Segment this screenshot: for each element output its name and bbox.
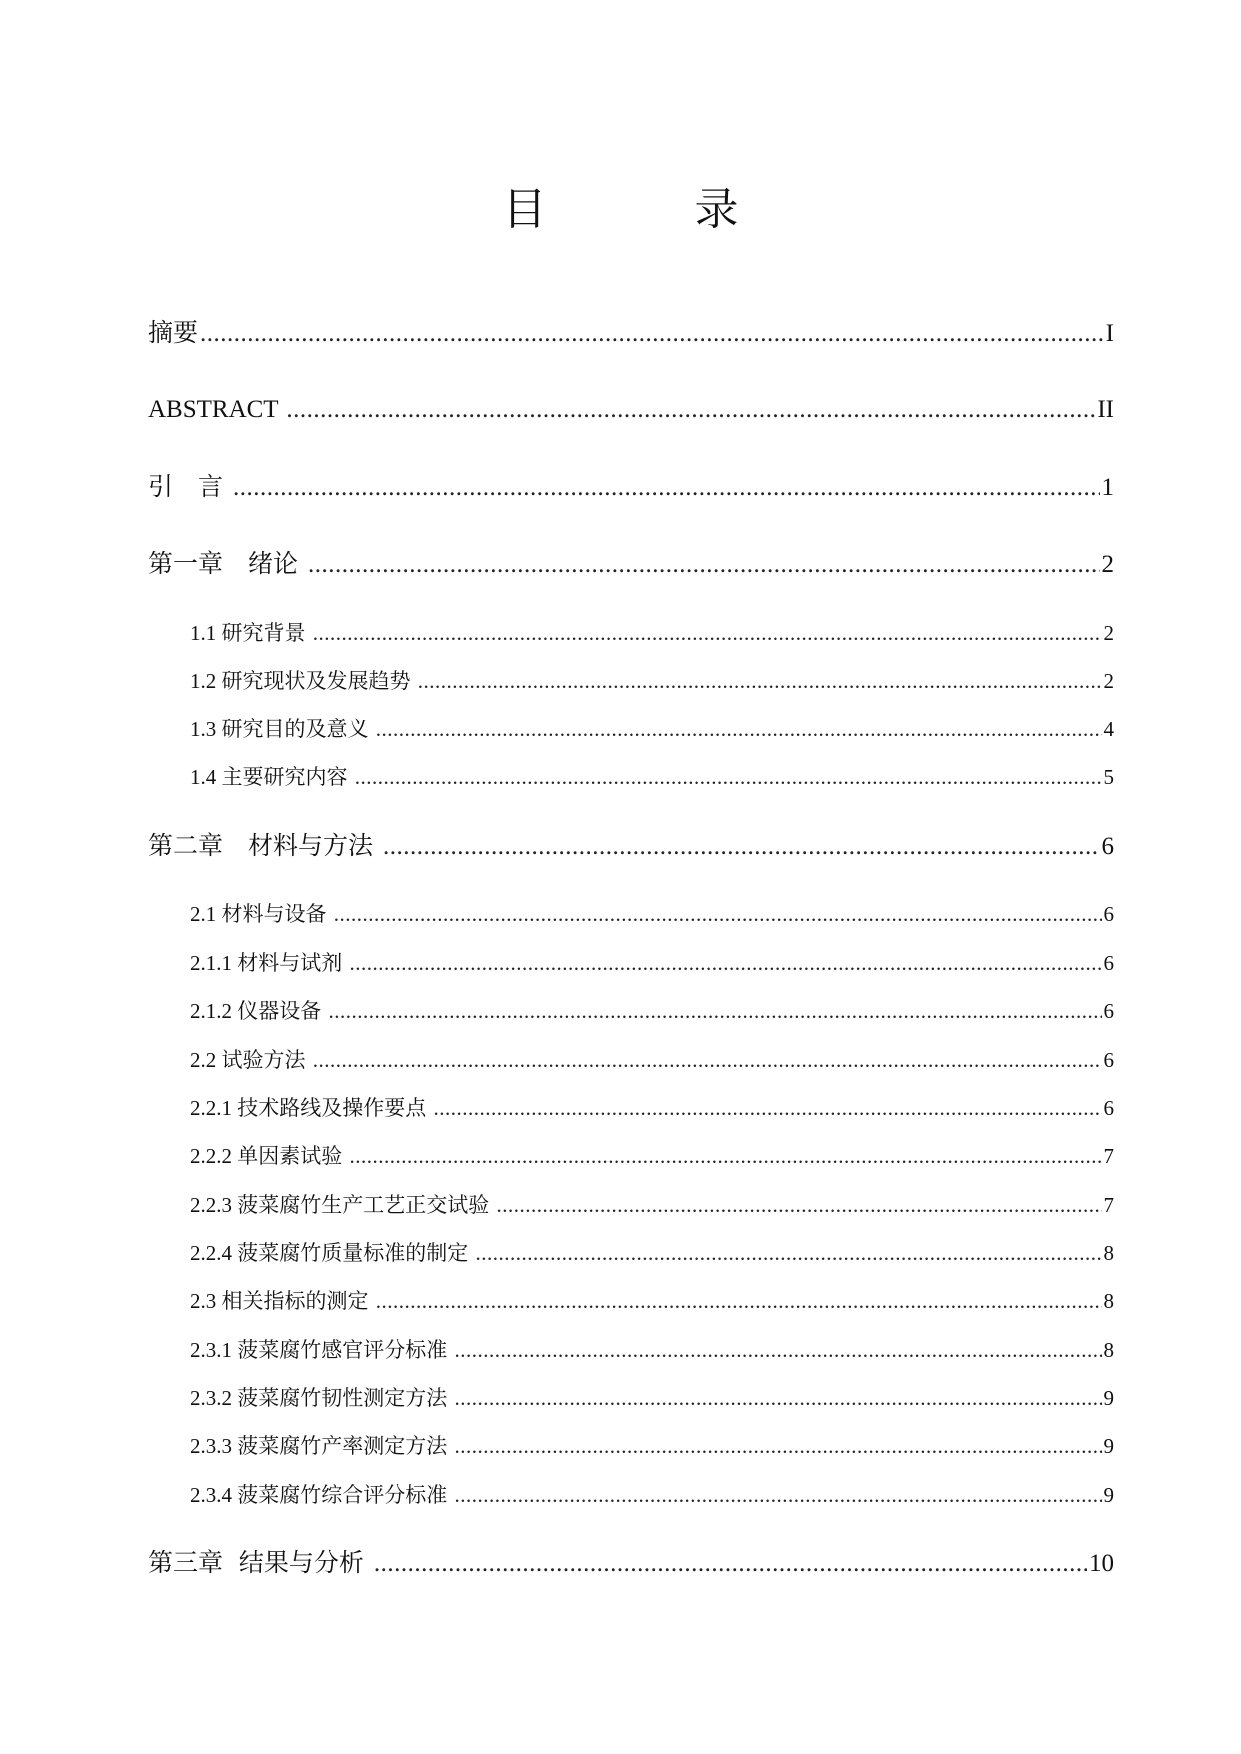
toc-entry-page: 7: [1103, 1144, 1114, 1168]
toc-entry-1-2[interactable]: [190, 666, 1114, 696]
toc-entry-label: 第三章 结果与分析: [148, 1548, 372, 1577]
toc-entry-page: 6: [1103, 951, 1114, 975]
dot-leader: [313, 1045, 1102, 1075]
toc-entry-label: 2.1.1 材料与试剂: [190, 951, 348, 975]
dot-leader: [376, 1286, 1102, 1316]
toc-entry-page: II: [1097, 396, 1114, 423]
toc-entry-1-4[interactable]: [190, 762, 1114, 792]
toc-entry-page: 2: [1103, 669, 1114, 693]
toc-entry-label: ABSTRACT: [148, 396, 285, 423]
toc-entry-label: 引 言: [148, 472, 231, 501]
toc-entry-page: 6: [1103, 999, 1114, 1023]
toc-entry-label: 第一章 绪论: [148, 549, 306, 578]
toc-entry-2-2-4[interactable]: [190, 1238, 1114, 1268]
toc-entry-label: 1.2 研究现状及发展趋势: [190, 669, 416, 693]
toc-entry-page: 6: [1103, 1048, 1114, 1072]
toc-entry-2-1[interactable]: [190, 899, 1114, 929]
dot-leader: [374, 1547, 1087, 1581]
toc-entry-page: 8: [1103, 1338, 1114, 1362]
toc-entry-label: 2.2.1 技术路线及操作要点: [190, 1096, 432, 1120]
toc-entry-2-1-1[interactable]: [190, 948, 1114, 978]
dot-leader: [350, 948, 1102, 978]
toc-entry-page: 6: [1103, 1096, 1114, 1120]
dot-leader: [200, 317, 1104, 351]
toc-entry-label: 2.2 试验方法: [190, 1048, 311, 1072]
dot-leader: [355, 762, 1102, 792]
toc-entry-2-3-4[interactable]: [190, 1480, 1114, 1510]
toc-entry-2-2-1[interactable]: [190, 1093, 1114, 1123]
toc-heading: 目 录: [502, 184, 791, 235]
dot-leader: [455, 1383, 1102, 1413]
toc-entry-page: 10: [1089, 1550, 1114, 1577]
dot-leader: [329, 996, 1102, 1026]
toc-entry-label: 2.3.2 菠菜腐竹韧性测定方法: [190, 1386, 453, 1410]
dot-leader: [286, 393, 1095, 427]
toc-entry-abstract-cn[interactable]: [148, 316, 1114, 351]
toc-entry-page: 6: [1103, 902, 1114, 926]
dot-leader: [383, 830, 1100, 864]
toc-entry-page: 8: [1103, 1241, 1114, 1265]
toc-entry-label: 2.3 相关指标的测定: [190, 1289, 374, 1313]
toc-entry-page: 2: [1103, 621, 1114, 645]
toc-entry-label: 1.3 研究目的及意义: [190, 717, 374, 741]
toc-entry-2-2-3[interactable]: [190, 1190, 1114, 1220]
toc-entry-page: 5: [1103, 765, 1114, 789]
toc-entry-label: 2.2.4 菠菜腐竹质量标准的制定: [190, 1241, 474, 1265]
toc-entry-label: 2.3.1 菠菜腐竹感官评分标准: [190, 1338, 453, 1362]
toc-entry-label: 2.1.2 仪器设备: [190, 999, 327, 1023]
dot-leader: [308, 548, 1100, 582]
toc-entry-label: 2.1 材料与设备: [190, 902, 332, 926]
dot-leader: [233, 471, 1100, 505]
toc-entry-page: 9: [1103, 1434, 1114, 1458]
toc-entry-label: 摘要: [148, 318, 199, 347]
toc-entry-page: 9: [1103, 1483, 1114, 1507]
dot-leader: [455, 1335, 1102, 1365]
dot-leader: [350, 1141, 1102, 1171]
toc-entry-chapter-3[interactable]: [148, 1546, 1114, 1581]
dot-leader: [455, 1431, 1102, 1461]
toc-entry-page: 1: [1101, 474, 1114, 501]
toc-entry-label: 2.3.4 菠菜腐竹综合评分标准: [190, 1483, 453, 1507]
toc-entry-chapter-2[interactable]: [148, 829, 1114, 864]
toc-entry-label: 1.1 研究背景: [190, 621, 311, 645]
toc-entry-label: 2.2.2 单因素试验: [190, 1144, 348, 1168]
toc-entry-page: I: [1105, 320, 1114, 347]
toc-entry-page: 7: [1103, 1193, 1114, 1217]
toc-entry-page: 8: [1103, 1289, 1114, 1313]
toc-entry-2-2[interactable]: [190, 1045, 1114, 1075]
toc-entry-page: 4: [1103, 717, 1114, 741]
toc-entry-2-2-2[interactable]: [190, 1141, 1114, 1171]
toc-entry-abstract-en[interactable]: [148, 393, 1114, 427]
toc-entry-2-3-3[interactable]: [190, 1431, 1114, 1461]
toc-entry-label: 2.2.3 菠菜腐竹生产工艺正交试验: [190, 1193, 495, 1217]
toc-entry-page: 2: [1101, 551, 1114, 578]
toc-entry-label: 第二章 材料与方法: [148, 831, 381, 860]
toc-entry-page: 9: [1103, 1386, 1114, 1410]
toc-entry-label: 1.4 主要研究内容: [190, 765, 353, 789]
toc-entry-2-3-2[interactable]: [190, 1383, 1114, 1413]
toc-entry-2-3-1[interactable]: [190, 1335, 1114, 1365]
dot-leader: [376, 714, 1102, 744]
dot-leader: [497, 1190, 1102, 1220]
dot-leader: [313, 618, 1102, 648]
toc-entry-label: 2.3.3 菠菜腐竹产率测定方法: [190, 1434, 453, 1458]
toc-entry-1-3[interactable]: [190, 714, 1114, 744]
toc-entry-2-1-2[interactable]: [190, 996, 1114, 1026]
dot-leader: [434, 1093, 1102, 1123]
toc-entry-2-3[interactable]: [190, 1286, 1114, 1316]
toc-entry-introduction[interactable]: [148, 470, 1114, 505]
dot-leader: [455, 1480, 1102, 1510]
dot-leader: [334, 899, 1102, 929]
toc-entry-1-1[interactable]: [190, 618, 1114, 648]
dot-leader: [418, 666, 1102, 696]
toc-entry-page: 6: [1101, 833, 1114, 860]
dot-leader: [476, 1238, 1102, 1268]
toc-entry-chapter-1[interactable]: [148, 547, 1114, 582]
